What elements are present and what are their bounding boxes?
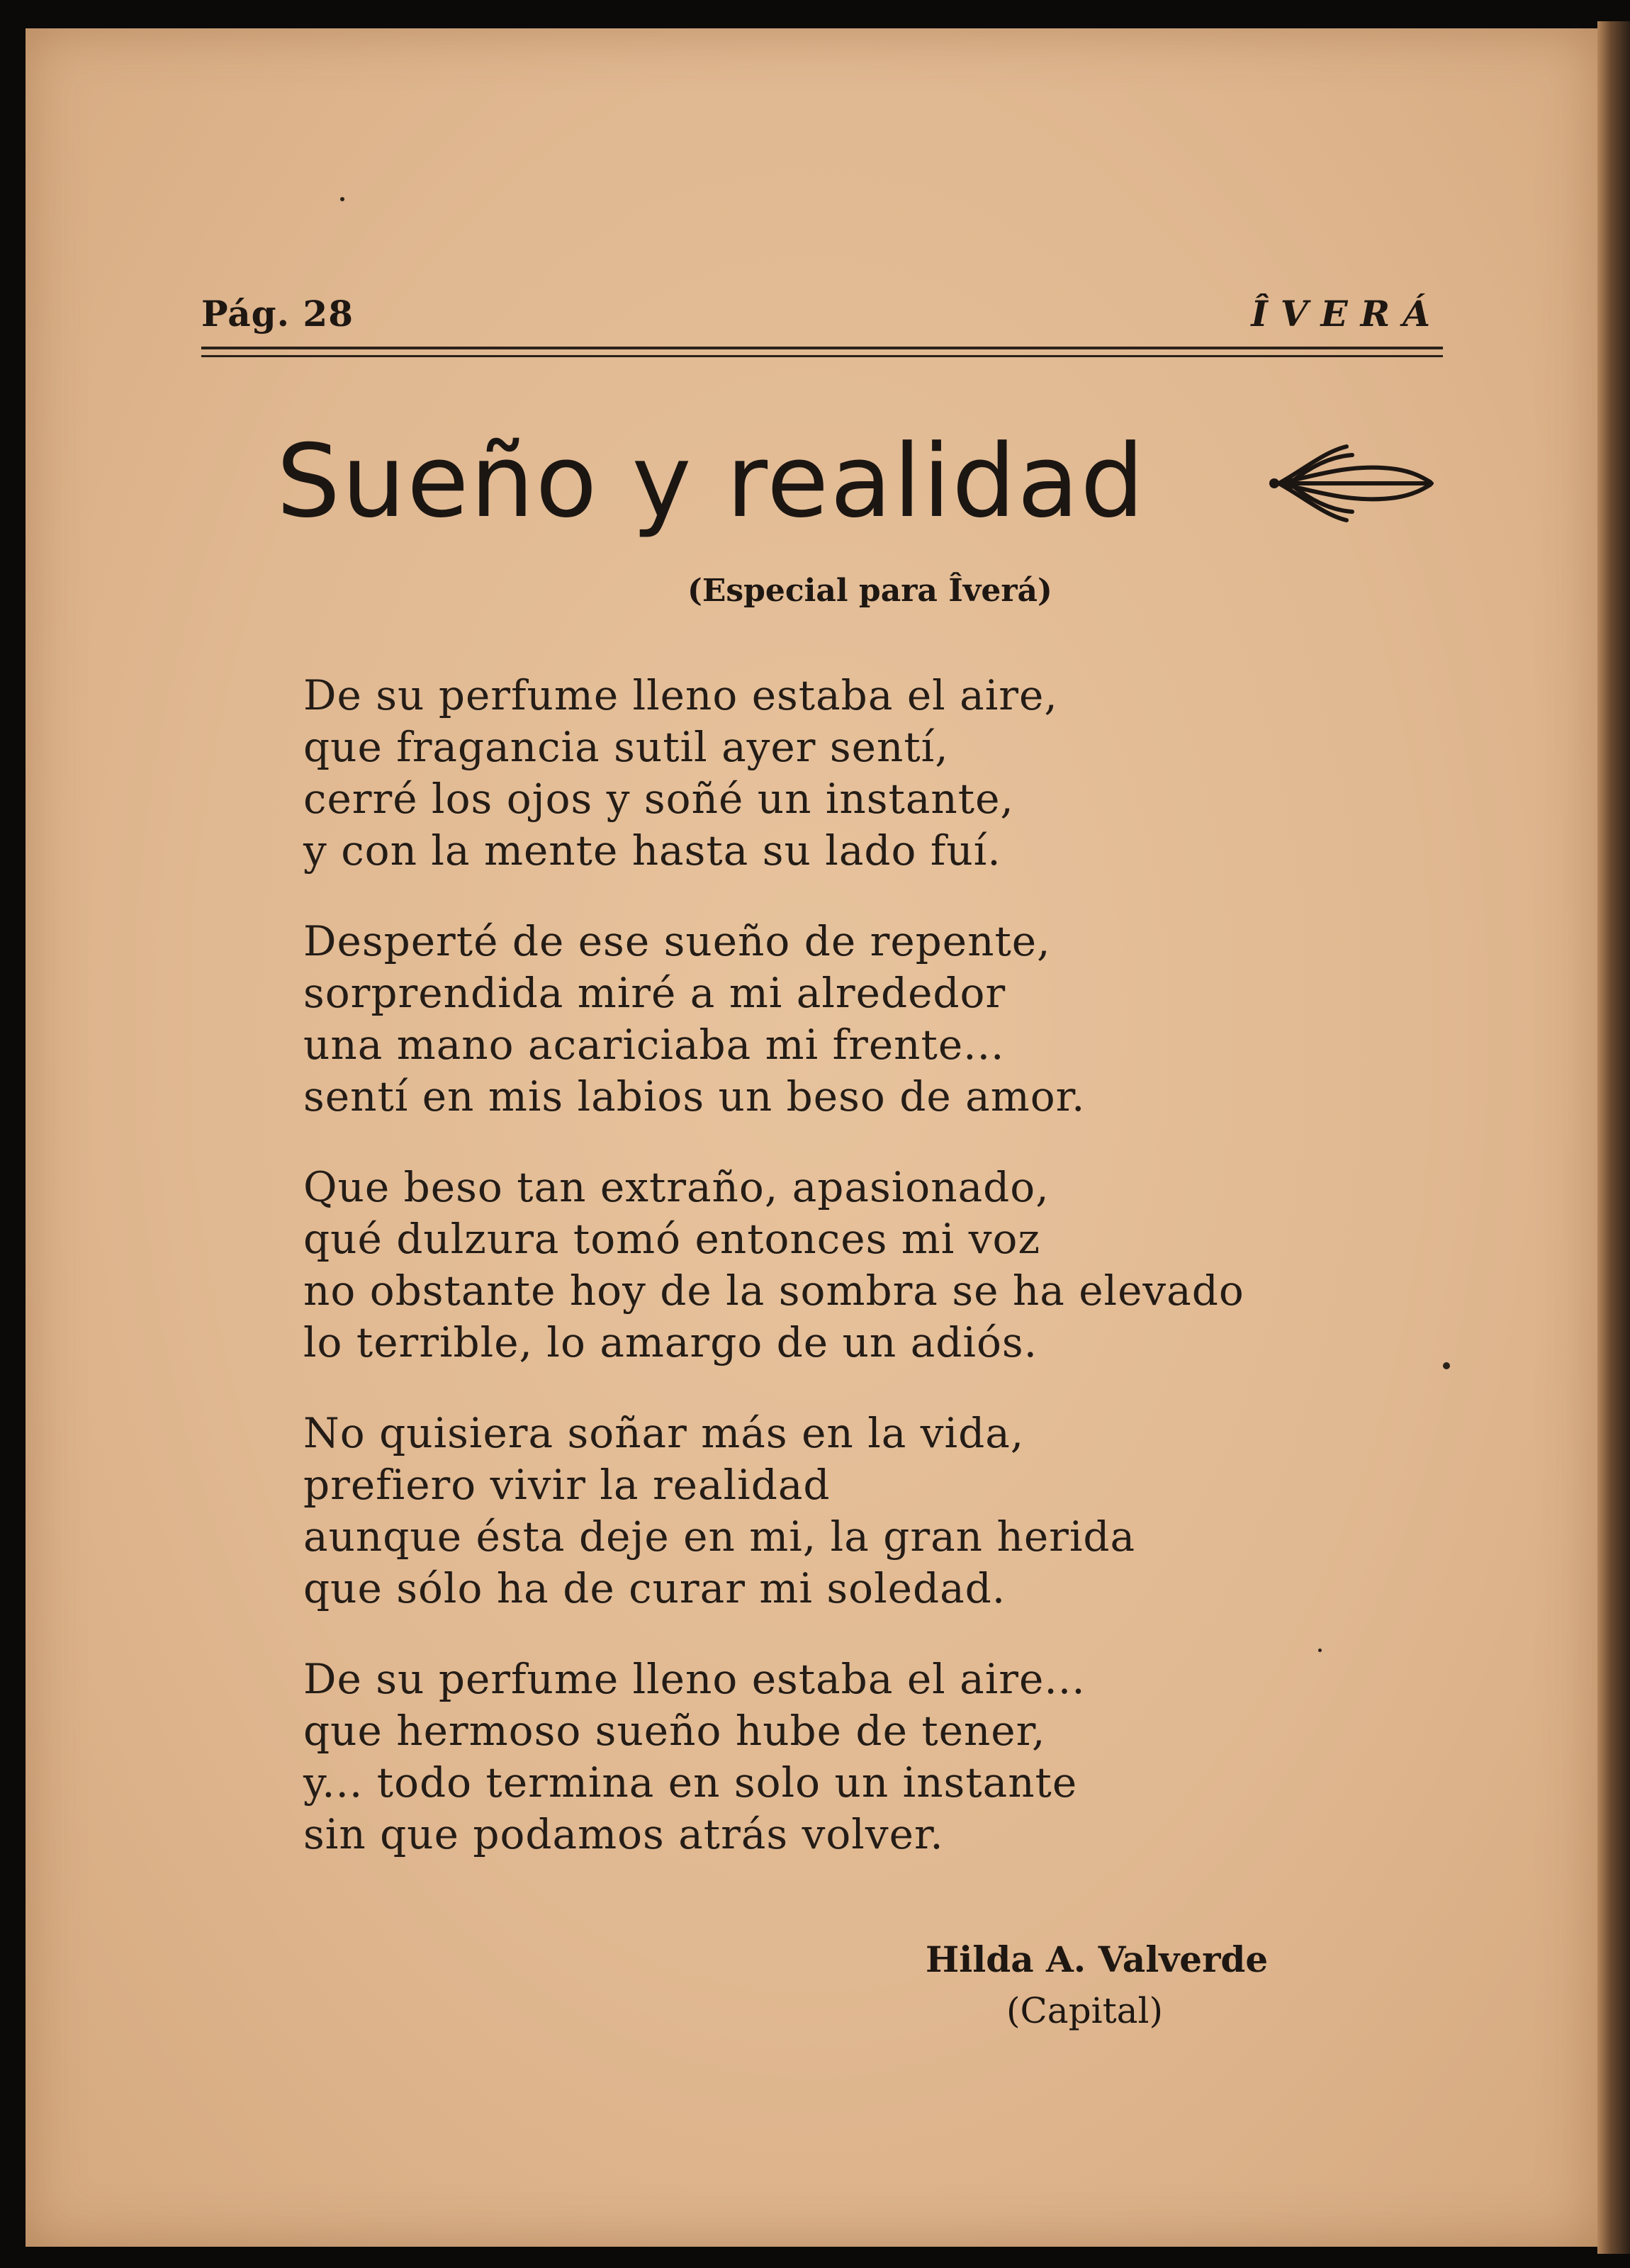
poem-line: que fragancia sutil ayer sentí, — [303, 723, 949, 771]
masthead: ÎVERÁ — [1251, 293, 1443, 335]
poem-line: qué dulzura tomó entonces mi voz — [303, 1215, 1041, 1263]
poem-line: una mano acariciaba mi frente... — [303, 1021, 1005, 1069]
paper-speck — [340, 197, 344, 201]
poem-line: y con la mente hasta su lado fuí. — [303, 826, 1001, 875]
poem-line: cerré los ojos y soñé un instante, — [303, 775, 1014, 823]
author-location: (Capital) — [1006, 1990, 1163, 2031]
poem-line: Desperté de ese sueño de repente, — [303, 917, 1051, 965]
poem-line: lo terrible, lo amargo de un adiós. — [303, 1318, 1038, 1366]
stanza — [303, 1162, 1366, 1369]
page-edge — [1597, 21, 1630, 2254]
stanza — [303, 1654, 1366, 1860]
poem-line: sentí en mis labios un beso de amor. — [303, 1072, 1086, 1121]
article-subtitle: (Especial para Îverá) — [687, 573, 1052, 609]
stanza — [303, 916, 1366, 1123]
page-header — [201, 287, 1443, 351]
poem-line: y... todo termina en solo un instante — [303, 1758, 1078, 1807]
stanza — [303, 670, 1366, 877]
header-rule-lower — [201, 355, 1443, 357]
header-rule — [201, 347, 1443, 349]
poem-line: que hermoso sueño hube de tener, — [303, 1707, 1046, 1755]
poem-line: sorprendida miré a mi alrededor — [303, 969, 1006, 1017]
author-name: Hilda A. Valverde — [926, 1938, 1269, 1980]
article-title: Sueño y realidad — [276, 423, 1146, 540]
paper-speck — [1318, 1649, 1322, 1652]
poem-line: Que beso tan extraño, apasionado, — [303, 1163, 1050, 1211]
poem-line: que sólo ha de curar mi soledad. — [303, 1564, 1006, 1612]
poem-line: sin que podamos atrás volver. — [303, 1810, 944, 1858]
poem-line: No quisiera soñar más en la vida, — [303, 1409, 1025, 1457]
arrow-ornament-icon — [1261, 441, 1439, 526]
title-row — [276, 425, 1453, 539]
paper-speck — [1443, 1362, 1450, 1369]
poem-line: aunque ésta deje en mi, la gran herida — [303, 1512, 1136, 1561]
poem-line: prefiero vivir la realidad — [303, 1461, 831, 1509]
poem-body — [303, 670, 1366, 1899]
poem-line: no obstante hoy de la sombra se ha elevado — [303, 1267, 1244, 1315]
poem-line: De su perfume lleno estaba el aire... — [303, 1655, 1086, 1703]
page-number: Pág. 28 — [201, 293, 354, 335]
poem-line: De su perfume lleno estaba el aire, — [303, 671, 1058, 719]
stanza — [303, 1408, 1366, 1615]
